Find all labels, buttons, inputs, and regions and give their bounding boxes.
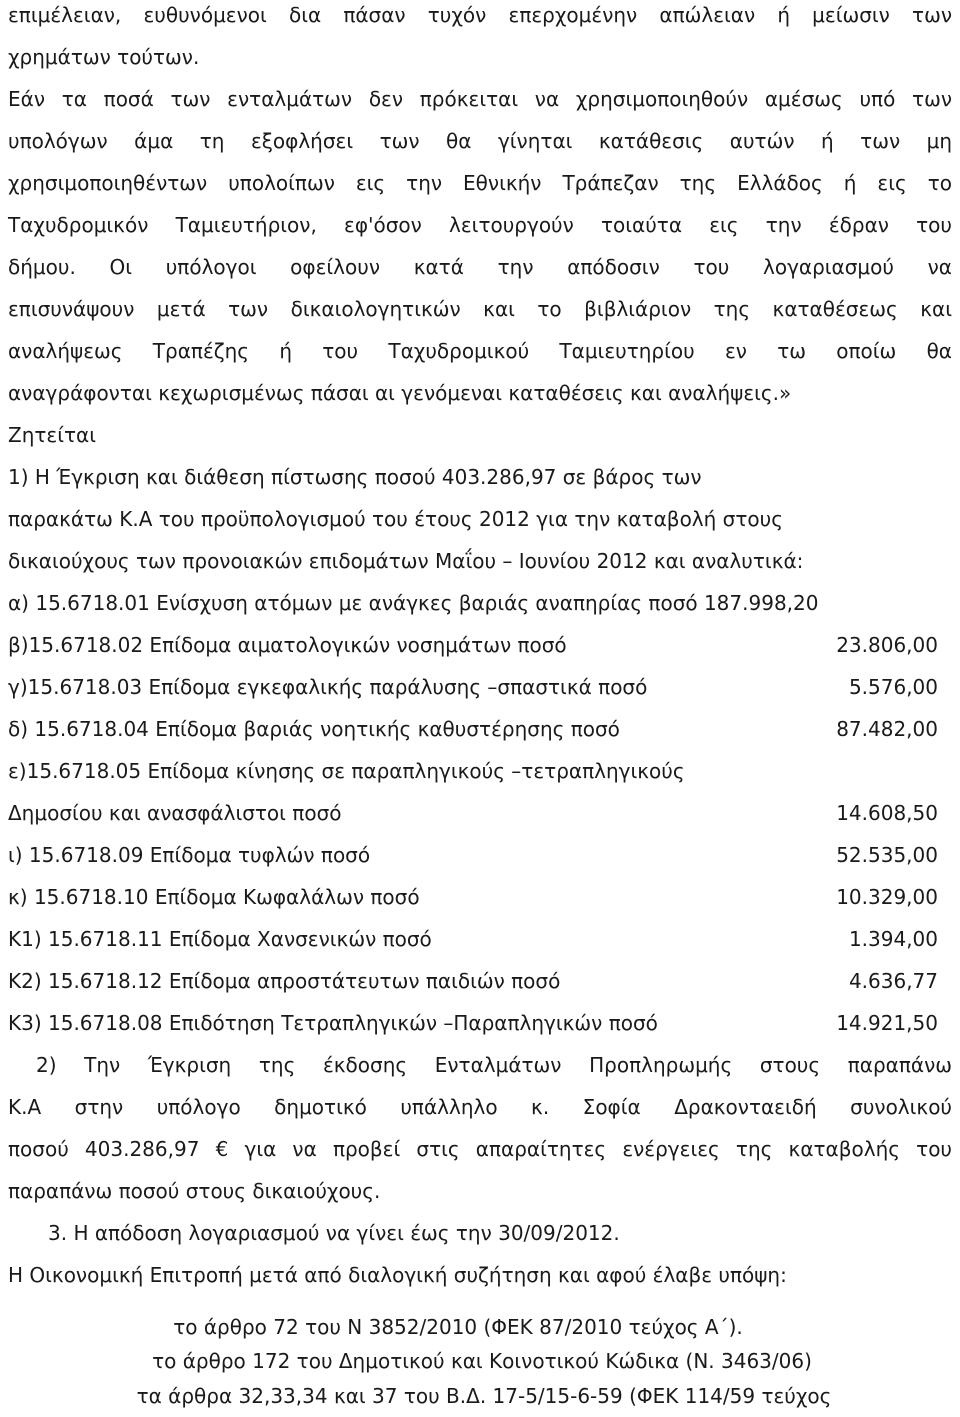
requested-heading: Ζητείται [8, 423, 96, 447]
allowance-amount: 23.806,00 [836, 633, 938, 657]
allowance-amount: 14.921,50 [836, 1011, 938, 1035]
allowance-row [8, 624, 938, 666]
intro-line-9: αναλήψεως Τραπέζης ή του Ταχυδρομικού Ταμιευτηρίου εν τω οποίω θα [8, 339, 952, 363]
allowance-label: δ) 15.6718.04 Επίδομα βαριάς νοητικής καθυστέρησης ποσό [8, 717, 620, 741]
reference-line-2: το άρθρο 172 του Δημοτικού και Κοινοτικού Κώδικα (Ν. 3463/06) [152, 1349, 812, 1373]
intro-line-5: χρησιμοποιηθέντων υπολοίπων εις την Εθνικήν Τράπεζαν της Ελλάδος ή εις το [8, 171, 952, 195]
allowance-label: Κ3) 15.6718.08 Επιδότηση Τετραπληγικών –Παραπληγικών ποσό [8, 1011, 658, 1035]
intro-line-4: υπολόγων άμα τη εξοφλήσει των θα γίνηται κατάθεσις αυτών ή των μη [8, 129, 952, 153]
allowance-label: γ)15.6718.03 Επίδομα εγκεφαλικής παράλυσης –σπαστικά ποσό [8, 675, 648, 699]
allowance-amount: 10.329,00 [836, 885, 938, 909]
allowance-amount: 87.482,00 [836, 717, 938, 741]
allowance-row [8, 750, 938, 792]
item3-line: 3. Η απόδοση λογαριασμού να γίνει έως την 30/09/2012. [48, 1221, 620, 1245]
intro-line-6: Ταχυδρομικόν Ταμιευτήριον, εφ'όσον λειτουργούν τοιαύτα εις την έδραν του [8, 213, 952, 237]
allowance-label: Κ1) 15.6718.11 Επίδομα Χανσενικών ποσό [8, 927, 432, 951]
item2-line-2: Κ.Α στην υπόλογο δημοτικό υπάλληλο κ. Σοφία Δρακονταειδή συνολικού [8, 1095, 952, 1119]
allowance-label: ε)15.6718.05 Επίδομα κίνησης σε παραπληγικούς –τετραπληγικούς [8, 759, 685, 783]
item2-line-1: 2) Την Έγκριση της έκδοσης Ενταλμάτων Προπληρωμής στους παραπάνω [36, 1053, 952, 1077]
allowance-row [8, 876, 938, 918]
committee-line: Η Οικονομική Επιτροπή μετά από διαλογική συζήτηση και αφού έλαβε υπόψη: [8, 1263, 787, 1287]
allowance-amount: 1.394,00 [848, 927, 938, 951]
allowance-label: β)15.6718.02 Επίδομα αιματολογικών νοσημάτων ποσό [8, 633, 567, 657]
item2-line-4: παραπάνω ποσού στους δικαιούχους. [8, 1179, 381, 1203]
item2-line-3: ποσού 403.286,97 € για να προβεί στις απαραίτητες ενέργειες της καταβολής του [8, 1137, 952, 1161]
allowance-amount: 5.576,00 [848, 675, 938, 699]
allowance-row [8, 1002, 938, 1044]
intro-line-3: Εάν τα ποσά των ενταλμάτων δεν πρόκειται να χρησιμοποιηθούν αμέσως υπό των [8, 87, 952, 111]
reference-line-1: το άρθρο 72 του Ν 3852/2010 (ΦΕΚ 87/2010 τεύχος Α΄). [173, 1315, 743, 1339]
allowance-row [8, 708, 938, 750]
allowance-row [8, 666, 938, 708]
allowance-amount: 4.636,77 [848, 969, 938, 993]
intro-line-2: χρημάτων τούτων. [8, 45, 200, 69]
item1-line-3: δικαιούχους των προνοιακών επιδομάτων Μαΐου – Ιουνίου 2012 και αναλυτικά: [8, 549, 804, 573]
allowance-label: κ) 15.6718.10 Επίδομα Κωφαλάλων ποσό [8, 885, 420, 909]
allowance-label: ι) 15.6718.09 Επίδομα τυφλών ποσό [8, 843, 371, 867]
allowance-row [8, 792, 938, 834]
item1-line-2: παρακάτω Κ.Α του προϋπολογισμού του έτους 2012 για την καταβολή στους [8, 507, 783, 531]
allowance-label: Κ2) 15.6718.12 Επίδομα απροστάτευτων παιδιών ποσό [8, 969, 561, 993]
allowance-label: α) 15.6718.01 Ενίσχυση ατόμων με ανάγκες βαριάς αναπηρίας ποσό 187.998,20 [8, 591, 819, 615]
allowance-row [8, 834, 938, 876]
intro-line-10: αναγράφονται κεχωρισμένως πάσαι αι γενόμεναι καταθέσεις και αναλήψεις.» [8, 381, 792, 405]
allowance-row [8, 918, 938, 960]
intro-line-1: επιμέλειαν, ευθυνόμενοι δια πάσαν τυχόν επερχομένην απώλειαν ή μείωσιν των [8, 3, 952, 27]
item1-line-1: 1) Η Έγκριση και διάθεση πίστωσης ποσού 403.286,97 σε βάρος των [8, 465, 702, 489]
intro-line-7: δήμου. Οι υπόλογοι οφείλουν κατά την απόδοσιν του λογαριασμού να [8, 255, 952, 279]
allowance-label: Δημοσίου και ανασφάλιστοι ποσό [8, 801, 342, 825]
allowance-amount: 14.608,50 [836, 801, 938, 825]
allowance-row [8, 582, 938, 624]
allowance-row [8, 960, 938, 1002]
allowance-amount: 52.535,00 [836, 843, 938, 867]
reference-line-3: τα άρθρα 32,33,34 και 37 του Β.Δ. 17-5/15-6-59 (ΦΕΚ 114/59 τεύχος [136, 1384, 832, 1408]
intro-line-8: επισυνάψουν μετά των δικαιολογητικών και το βιβλιάριον της καταθέσεως και [8, 297, 952, 321]
